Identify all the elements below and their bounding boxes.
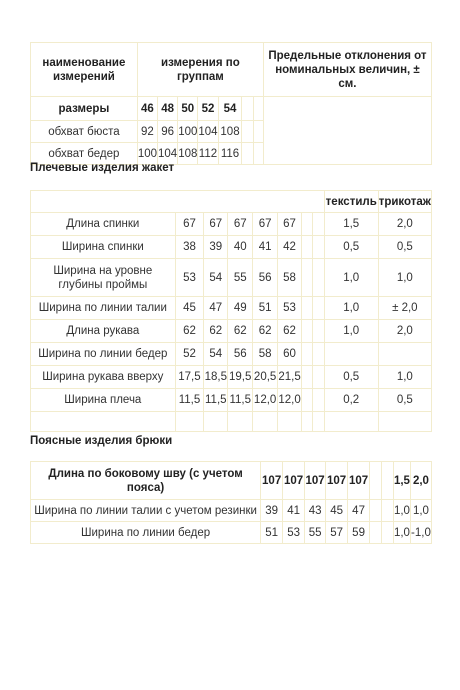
value-cell: 104 bbox=[198, 121, 218, 143]
value-cell: 104 bbox=[158, 143, 178, 165]
empty-cell bbox=[382, 500, 394, 522]
value-cell: 51 bbox=[253, 297, 278, 320]
value-cell: 55 bbox=[228, 259, 253, 297]
header-textile: текстиль bbox=[324, 191, 378, 213]
value-cell: 67 bbox=[253, 213, 278, 236]
value-cell: 45 bbox=[326, 500, 348, 522]
tolerance-knit: ± 2,0 bbox=[378, 297, 431, 320]
empty-cell bbox=[313, 366, 324, 389]
empty-cell bbox=[382, 522, 394, 544]
row-label: Ширина по линии талии bbox=[31, 297, 176, 320]
value-cell: 17,5 bbox=[175, 366, 204, 389]
value-cell: 53 bbox=[278, 297, 302, 320]
value-cell: 62 bbox=[253, 320, 278, 343]
empty-cell bbox=[242, 121, 254, 143]
empty-cell bbox=[302, 236, 313, 259]
empty-cell bbox=[302, 389, 313, 412]
empty-cell bbox=[313, 412, 324, 432]
empty-cell bbox=[302, 213, 313, 236]
tolerance-knit: 0,5 bbox=[378, 236, 431, 259]
row-label: обхват бедер bbox=[31, 143, 138, 165]
row-label: Ширина по линии бедер bbox=[31, 522, 261, 544]
value-cell: 43 bbox=[305, 500, 326, 522]
empty-cell bbox=[302, 343, 313, 366]
tolerance-cell: 1,5 bbox=[393, 462, 410, 500]
value-cell: 100 bbox=[178, 121, 198, 143]
value-cell: 54 bbox=[204, 259, 228, 297]
tolerance-knit: 2,0 bbox=[378, 320, 431, 343]
tolerance-cell: 1,0 bbox=[410, 500, 431, 522]
value-cell: 51 bbox=[261, 522, 283, 544]
jacket-table bbox=[30, 190, 432, 432]
row-label: Ширина по линии талии с учетом резинки bbox=[31, 500, 261, 522]
empty-cell bbox=[31, 191, 325, 213]
empty-cell bbox=[254, 143, 264, 165]
value-cell: 55 bbox=[305, 522, 326, 544]
value-cell: 116 bbox=[218, 143, 242, 165]
value-cell: 107 bbox=[283, 462, 305, 500]
value-cell: 38 bbox=[175, 236, 204, 259]
tolerance-cell: 2,0 bbox=[410, 462, 431, 500]
value-cell: 107 bbox=[348, 462, 370, 500]
value-cell: 41 bbox=[253, 236, 278, 259]
value-cell: 107 bbox=[261, 462, 283, 500]
value-cell: 62 bbox=[278, 320, 302, 343]
value-cell: 59 bbox=[348, 522, 370, 544]
empty-cell bbox=[175, 412, 204, 432]
empty-cell bbox=[382, 462, 394, 500]
empty-cell bbox=[242, 143, 254, 165]
empty-cell bbox=[378, 412, 431, 432]
header-measurement-name: наименование измерений bbox=[31, 43, 138, 97]
value-cell: 107 bbox=[305, 462, 326, 500]
header-groups: измерения по группам bbox=[137, 43, 263, 97]
size-cell: 50 bbox=[178, 97, 198, 121]
empty-cell bbox=[302, 297, 313, 320]
empty-cell bbox=[313, 297, 324, 320]
empty-cell bbox=[254, 97, 264, 121]
empty-cell bbox=[313, 389, 324, 412]
empty-cell bbox=[370, 522, 382, 544]
tolerance-knit bbox=[378, 343, 431, 366]
value-cell: 41 bbox=[283, 500, 305, 522]
tolerance-cell: 1,0 bbox=[393, 522, 410, 544]
empty-cell bbox=[278, 412, 302, 432]
value-cell: 112 bbox=[198, 143, 218, 165]
row-label: Ширина по линии бедер bbox=[31, 343, 176, 366]
tolerance-textile: 1,0 bbox=[324, 297, 378, 320]
empty-cell bbox=[263, 97, 431, 165]
value-cell: 62 bbox=[228, 320, 253, 343]
value-cell: 58 bbox=[253, 343, 278, 366]
section-title-jacket: Плечевые изделия жакет bbox=[30, 162, 175, 174]
empty-cell bbox=[313, 236, 324, 259]
empty-cell bbox=[242, 97, 254, 121]
empty-cell bbox=[228, 412, 253, 432]
section-title-pants: Поясные изделия брюки bbox=[30, 435, 173, 447]
empty-cell bbox=[313, 259, 324, 297]
tolerance-knit: 2,0 bbox=[378, 213, 431, 236]
row-label: Ширина на уровне глубины проймы bbox=[31, 259, 176, 297]
value-cell: 42 bbox=[278, 236, 302, 259]
row-label: Ширина спинки bbox=[31, 236, 176, 259]
row-label: Длина спинки bbox=[31, 213, 176, 236]
value-cell: 107 bbox=[326, 462, 348, 500]
empty-cell bbox=[313, 343, 324, 366]
value-cell: 19,5 bbox=[228, 366, 253, 389]
value-cell: 12,0 bbox=[253, 389, 278, 412]
empty-cell bbox=[313, 320, 324, 343]
value-cell: 60 bbox=[278, 343, 302, 366]
empty-cell bbox=[370, 462, 382, 500]
value-cell: 57 bbox=[326, 522, 348, 544]
tolerance-knit: 1,0 bbox=[378, 366, 431, 389]
tolerance-knit: 0,5 bbox=[378, 389, 431, 412]
empty-cell bbox=[302, 259, 313, 297]
value-cell: 92 bbox=[137, 121, 157, 143]
tolerance-textile: 0,2 bbox=[324, 389, 378, 412]
value-cell: 11,5 bbox=[228, 389, 253, 412]
tolerance-textile: 1,5 bbox=[324, 213, 378, 236]
row-label: обхват бюста bbox=[31, 121, 138, 143]
tolerance-knit: 1,0 bbox=[378, 259, 431, 297]
row-label: Ширина рукава вверху bbox=[31, 366, 176, 389]
value-cell: 11,5 bbox=[204, 389, 228, 412]
empty-cell bbox=[302, 412, 313, 432]
value-cell: 108 bbox=[218, 121, 242, 143]
value-cell: 108 bbox=[178, 143, 198, 165]
size-cell: 52 bbox=[198, 97, 218, 121]
size-cell: 48 bbox=[158, 97, 178, 121]
empty-cell bbox=[302, 366, 313, 389]
value-cell: 18,5 bbox=[204, 366, 228, 389]
value-cell: 56 bbox=[253, 259, 278, 297]
value-cell: 96 bbox=[158, 121, 178, 143]
value-cell: 62 bbox=[175, 320, 204, 343]
tolerance-textile: 1,0 bbox=[324, 259, 378, 297]
empty-cell bbox=[313, 213, 324, 236]
value-cell: 39 bbox=[204, 236, 228, 259]
value-cell: 53 bbox=[283, 522, 305, 544]
row-label: Ширина плеча bbox=[31, 389, 176, 412]
value-cell: 45 bbox=[175, 297, 204, 320]
empty-cell bbox=[370, 500, 382, 522]
value-cell: 62 bbox=[204, 320, 228, 343]
empty-cell bbox=[254, 121, 264, 143]
pants-table bbox=[30, 461, 432, 544]
size-cell: 46 bbox=[137, 97, 157, 121]
value-cell: 67 bbox=[228, 213, 253, 236]
value-cell: 67 bbox=[278, 213, 302, 236]
value-cell: 56 bbox=[228, 343, 253, 366]
value-cell: 21,5 bbox=[278, 366, 302, 389]
empty-cell bbox=[324, 412, 378, 432]
value-cell: 67 bbox=[204, 213, 228, 236]
header-deviation: Предельные отклонения от номинальных величин, ± см. bbox=[263, 43, 431, 97]
empty-cell bbox=[31, 412, 176, 432]
empty-cell bbox=[253, 412, 278, 432]
value-cell: 100 bbox=[137, 143, 157, 165]
value-cell: 58 bbox=[278, 259, 302, 297]
value-cell: 52 bbox=[175, 343, 204, 366]
tolerance-cell: -1,0 bbox=[410, 522, 431, 544]
value-cell: 40 bbox=[228, 236, 253, 259]
value-cell: 11,5 bbox=[175, 389, 204, 412]
header-knit: трикотаж bbox=[378, 191, 431, 213]
empty-cell bbox=[204, 412, 228, 432]
value-cell: 47 bbox=[348, 500, 370, 522]
tolerance-textile bbox=[324, 343, 378, 366]
size-cell: 54 bbox=[218, 97, 242, 121]
value-cell: 12,0 bbox=[278, 389, 302, 412]
value-cell: 20,5 bbox=[253, 366, 278, 389]
row-label: Длина по боковому шву (с учетом пояса) bbox=[31, 462, 261, 500]
value-cell: 53 bbox=[175, 259, 204, 297]
tolerance-textile: 0,5 bbox=[324, 236, 378, 259]
value-cell: 47 bbox=[204, 297, 228, 320]
empty-cell bbox=[302, 320, 313, 343]
value-cell: 54 bbox=[204, 343, 228, 366]
tolerance-textile: 1,0 bbox=[324, 320, 378, 343]
value-cell: 67 bbox=[175, 213, 204, 236]
measurements-table bbox=[30, 42, 432, 165]
tolerance-textile: 0,5 bbox=[324, 366, 378, 389]
value-cell: 39 bbox=[261, 500, 283, 522]
sizes-label: размеры bbox=[31, 97, 138, 121]
value-cell: 49 bbox=[228, 297, 253, 320]
tolerance-cell: 1,0 bbox=[393, 500, 410, 522]
row-label: Длина рукава bbox=[31, 320, 176, 343]
